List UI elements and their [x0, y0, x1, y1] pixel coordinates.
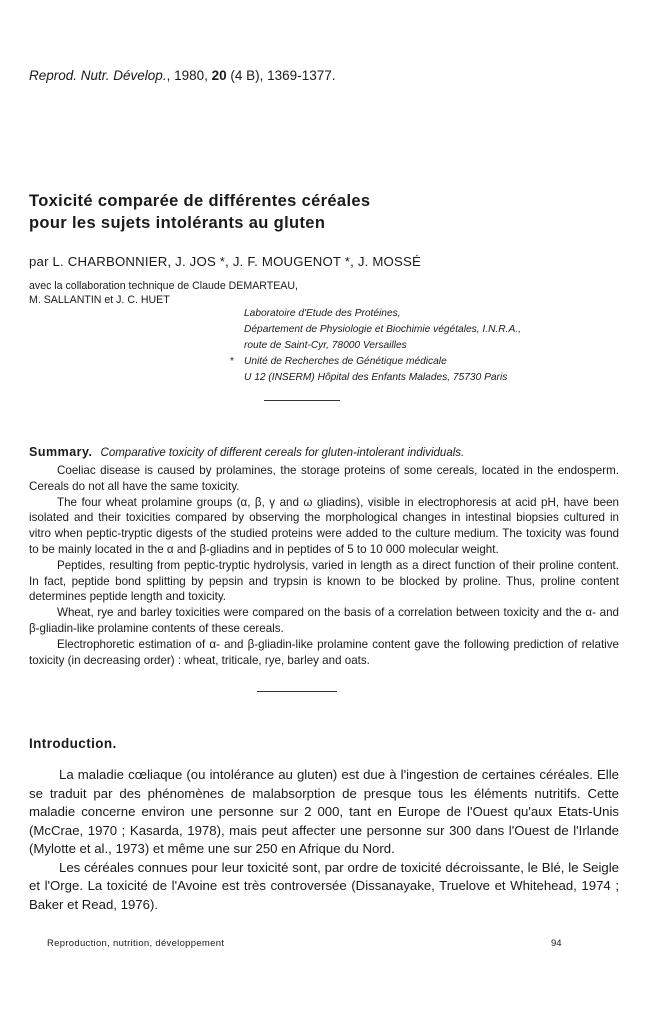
title-line-1: Toxicité comparée de différentes céréales — [29, 192, 371, 210]
summary-label: Summary. — [29, 445, 93, 459]
affiliation-line: U 12 (INSERM) Hôpital des Enfants Malades, 75730 Paris — [244, 372, 508, 383]
affiliation-line: route de Saint-Cyr, 78000 Versailles — [244, 340, 407, 351]
affiliation-line: Laboratoire d'Etude des Protéines, — [244, 308, 401, 319]
abstract-paragraph: The four wheat prolamine groups (α, β, γ and ω gliadins), visible in electrophoresis at acid pH, have been isolated and their toxicities compared by observing the morphological changes in intestinal biopsies cultured in vitro when peptic-tryptic digests of the studied proteins were added to the culture medium. The toxicity was found to be mainly located in the α and β-gliadins and in peptides of 5 to 10 000 molecular weight. — [29, 495, 619, 556]
abstract-paragraph: Coeliac disease is caused by prolamines, the storage proteins of some cereals, located in the endosperm. Cereals do not all have the same toxicity. — [29, 464, 619, 493]
affiliation-line: Département de Physiologie et Biochimie végétales, I.N.R.A., — [244, 324, 521, 335]
affiliation-line: Unité de Recherches de Génétique médicale — [244, 356, 447, 367]
journal-citation — [29, 68, 335, 83]
abstract-paragraph: Wheat, rye and barley toxicities were compared on the basis of a correlation between toxicity and the α- and β-gliadin-like prolamine contents of these cereals. — [29, 606, 619, 635]
affiliation-unit — [230, 354, 508, 386]
abstract-paragraph: Peptides, resulting from peptic-tryptic hydrolysis, varied in length as a direct function of their proline content. In fact, peptide bond splitting by pepsin and trypsin is known to be blocked by proline. Thus, proline content determines peptide length and toxicity. — [29, 558, 619, 604]
footer-journal: Reproduction, nutrition, développement — [47, 938, 225, 949]
collaboration-line-2: M. SALLANTIN et J. C. HUET — [29, 294, 170, 306]
authors: par L. CHARBONNIER, J. JOS *, J. F. MOUGENOT *, J. MOSSÉ — [29, 254, 421, 269]
affiliation-asterisk: * — [230, 356, 234, 367]
citation-issue-pages: (4 B), 1369-1377. — [226, 68, 336, 83]
affiliation-lab — [244, 306, 521, 354]
summary-subtitle: Comparative toxicity of different cereals for gluten-intolerant individuals. — [100, 447, 465, 459]
introduction-body — [29, 766, 619, 914]
body-paragraph: Les céréales connues pour leur toxicité sont, par ordre de toxicité décroissante, le Blé, le Seigle et l'Orge. La toxicité de l'Avoine est très controversée (Dissanayake, Truelove et Whitehead, 1974 ; Baker et Read, 1976). — [29, 859, 619, 912]
article-title — [29, 190, 370, 234]
introduction-heading: Introduction. — [29, 736, 117, 751]
technical-collaboration — [29, 279, 298, 307]
title-line-2: pour les sujets intolérants au gluten — [29, 214, 326, 232]
abstract-paragraph: Electrophoretic estimation of α- and β-gliadin-like prolamine content gave the following prediction of relative toxicity (in decreasing order) : wheat, triticale, rye, barley and oats. — [29, 637, 619, 667]
collaboration-line-1: avec la collaboration technique de Claude DEMARTEAU, — [29, 280, 298, 292]
abstract — [29, 463, 619, 668]
journal-name: Reprod. Nutr. Dévelop. — [29, 68, 167, 83]
citation-year: , 1980, — [166, 68, 212, 83]
summary-heading — [29, 445, 464, 459]
divider — [257, 691, 337, 692]
page-number: 94 — [551, 938, 562, 949]
divider — [264, 400, 340, 401]
citation-volume: 20 — [211, 68, 227, 83]
body-paragraph: La maladie cœliaque (ou intolérance au gluten) est due à l'ingestion de certaines céréales. Elle se traduit par des phénomènes de malabsorption de presque tous les éléments nutritifs. Cette maladie concerne environ une personne sur 2 000, tant en Europe de l'Ouest qu'aux Etats-Unis (McCrae, 1970 ; Kasarda, 1978), mais peut affecter une personne sur 300 dans l'Ouest de l'Irlande (Mylotte et al., 1973) et même une sur 250 en Afrique du Nord. — [29, 767, 619, 856]
